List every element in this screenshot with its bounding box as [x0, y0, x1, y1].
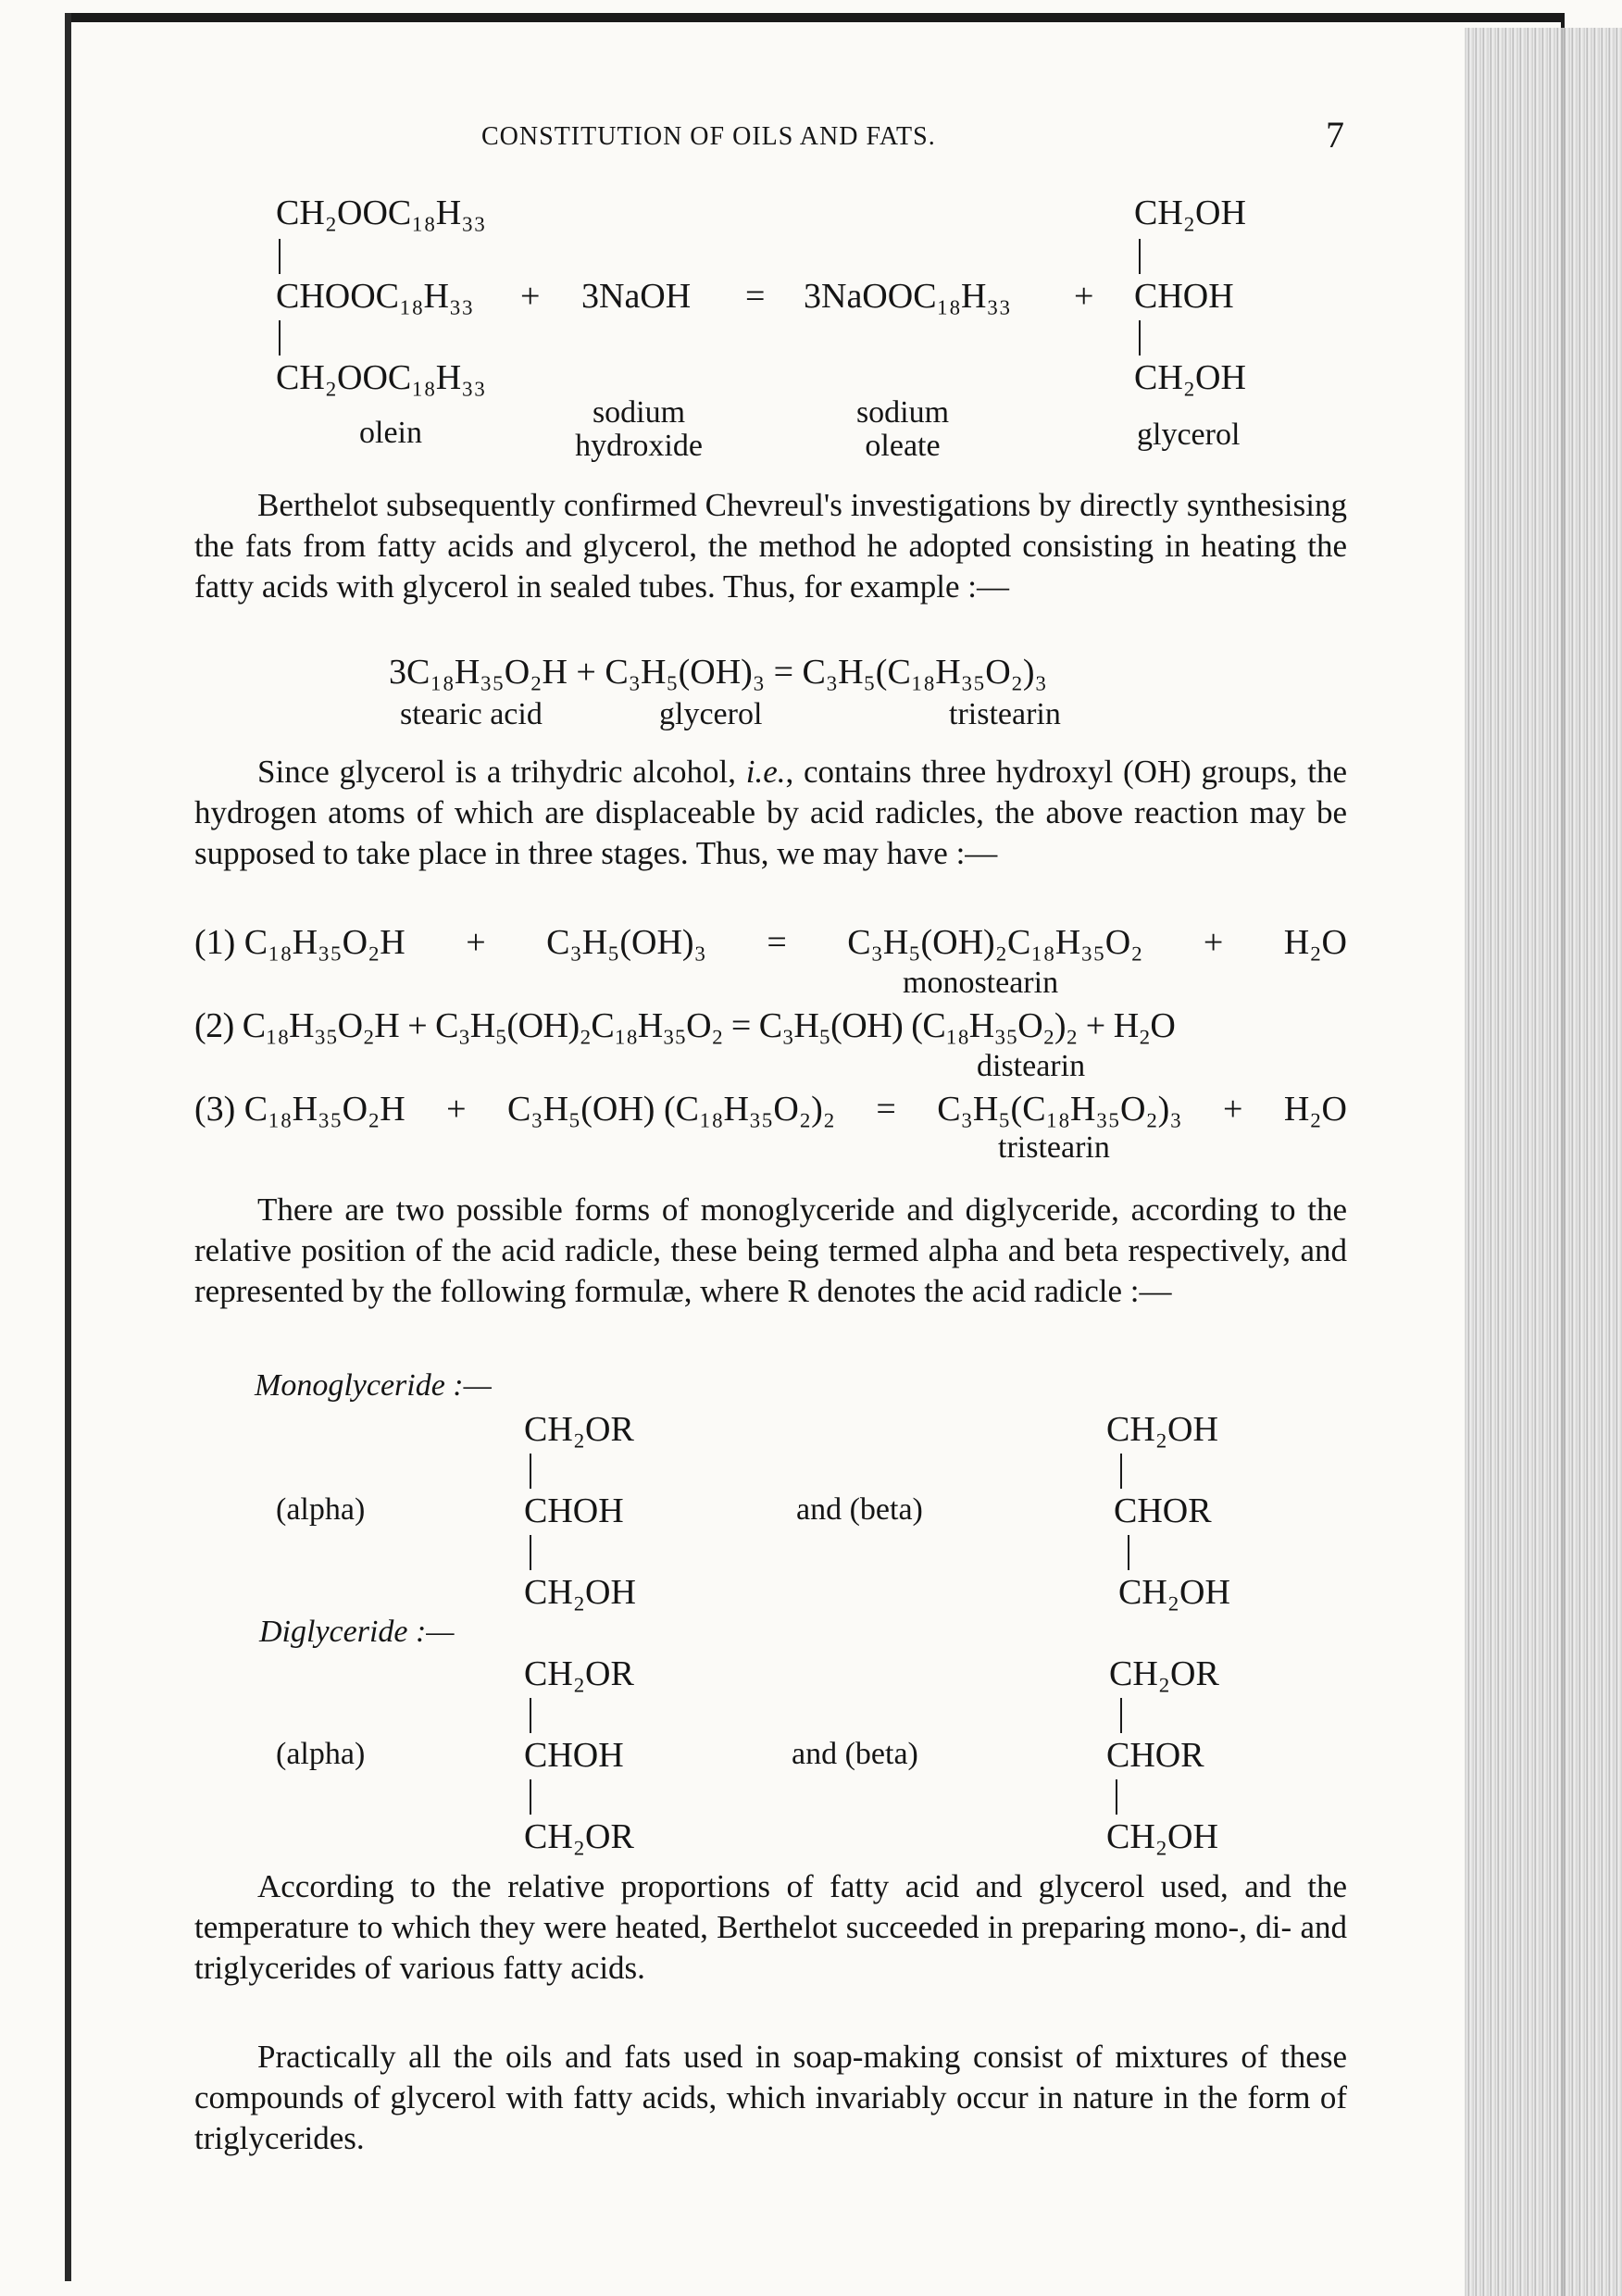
label-sodium-hydroxide: sodium hydroxide — [575, 395, 703, 463]
di-beta-line-2: CHOR — [1106, 1736, 1204, 1775]
stage-3-reaction: (3) C₁₈H₃₅O₂H + C₃H₅(OH) (C₁₈H₃₅O₂)₂ = C₃H₅(C₁₈H₃₅O₂)₃ + H₂O — [194, 1090, 1347, 1129]
bond-line — [530, 1535, 531, 1570]
tristearin-synthesis-equation: 3C₁₈H₃₅O₂H + C₃H₅(OH)₃ = C₃H₅(C₁₈H₃₅O₂)₃ — [389, 653, 1047, 692]
mono-beta-line-1: CH₂OH — [1106, 1410, 1218, 1449]
monoglyceride-heading: Monoglyceride :— — [255, 1368, 492, 1403]
sodium-oleate-formula: 3NaOOC₁₈H₃₃ — [804, 277, 1011, 316]
label-olein: olein — [359, 416, 422, 450]
glycerol-formula-line-3: CH₂OH — [1134, 358, 1246, 397]
bond-line — [1120, 1454, 1122, 1489]
stage-1-reaction: (1) C₁₈H₃₅O₂H + C₃H₅(OH)₃ = C₃H₅(OH)₂C₁₈H₃₅O₂ + H₂O — [194, 923, 1347, 962]
label-tristearin: tristearin — [949, 697, 1061, 731]
bond-line — [1128, 1535, 1129, 1570]
bond-line — [1139, 320, 1141, 356]
bond-line — [279, 320, 281, 356]
paragraph-forms: There are two possible forms of monoglyceride and diglyceride, according to the relative position of the acid radicle, these being termed alpha and beta respectively, and represented by the following formulæ, where R denotes the acid radicle :— — [194, 1192, 1347, 1309]
di-beta-line-3: CH₂OH — [1106, 1817, 1218, 1856]
glycerol-formula-line-1: CH₂OH — [1134, 193, 1246, 232]
label-distearin: distearin — [977, 1049, 1086, 1083]
mono-alpha-line-2: CHOH — [524, 1491, 624, 1530]
mono-beta-line-3: CH₂OH — [1118, 1573, 1230, 1612]
olein-formula-line-1: CH₂OOC₁₈H₃₃ — [276, 193, 486, 232]
mono-beta-line-2: CHOR — [1114, 1491, 1212, 1530]
label-stearic-acid: stearic acid — [400, 697, 543, 731]
label-glycerol: glycerol — [659, 697, 763, 731]
mono-and-beta-label: and (beta) — [796, 1492, 923, 1527]
label-sodium-oleate: sodium oleate — [855, 395, 950, 463]
bond-line — [530, 1454, 531, 1489]
book-page-edges — [1465, 28, 1622, 2296]
bond-line — [530, 1779, 531, 1815]
paragraph-practically: Practically all the oils and fats used in soap-making consist of mixtures of these compounds of glycerol with fatty acids, which invariably occur in nature in the form of triglycerides. — [194, 2039, 1347, 2156]
bond-line — [1139, 239, 1141, 274]
paragraph-berthelot: Berthelot subsequently confirmed Chevreul's investigations by directly synthesising the fats from fatty acids and glycerol, the method he adopted consisting in heating the fatty acids with glycerol in sealed tubes. Thus, for example :— — [194, 487, 1347, 605]
mono-alpha-line-3: CH₂OH — [524, 1573, 636, 1612]
glycerol-formula-line-2: CHOH — [1134, 277, 1234, 316]
page-number: 7 — [1326, 114, 1344, 156]
label-glycerol: glycerol — [1137, 418, 1241, 452]
page-top-border — [65, 13, 1565, 22]
olein-formula-line-2: CHOOC₁₈H₃₃ — [276, 277, 474, 316]
diglyceride-heading: Diglyceride :— — [259, 1615, 455, 1649]
plus-sign: + — [520, 277, 541, 316]
mono-alpha-label: (alpha) — [276, 1492, 366, 1527]
di-and-beta-label: and (beta) — [792, 1737, 918, 1771]
equals-sign: = — [745, 277, 766, 316]
paragraph-proportions: According to the relative proportions of fatty acid and glycerol used, and the temperature to which they were heated, Berthelot succeeded in preparing mono-, di- and triglycerides of various fatty acids. — [194, 1868, 1347, 1986]
di-alpha-label: (alpha) — [276, 1737, 366, 1771]
label-monostearin: monostearin — [903, 966, 1059, 1000]
mono-alpha-line-1: CH₂OR — [524, 1410, 634, 1449]
running-header: CONSTITUTION OF OILS AND FATS. — [481, 122, 936, 151]
di-alpha-line-1: CH₂OR — [524, 1654, 634, 1693]
di-alpha-line-2: CHOH — [524, 1736, 624, 1775]
sodium-hydroxide-formula: 3NaOH — [581, 277, 692, 316]
di-alpha-line-3: CH₂OR — [524, 1817, 634, 1856]
plus-sign: + — [1074, 277, 1094, 316]
olein-formula-line-3: CH₂OOC₁₈H₃₃ — [276, 358, 486, 397]
bond-line — [279, 239, 281, 274]
paragraph-trihydric: Since glycerol is a trihydric alcohol, i.e., contains three hydroxyl (OH) groups, the hydrogen atoms of which are displaceable by acid radicles, the above reaction may be supposed to take place in three stages. Thus, we may have :— — [194, 754, 1347, 871]
bond-line — [1116, 1779, 1117, 1815]
bond-line — [530, 1698, 531, 1733]
stage-2-reaction: (2) C₁₈H₃₅O₂H + C₃H₅(OH)₂C₁₈H₃₅O₂ = C₃H₅(OH) (C₁₈H₃₅O₂)₂ + H₂O — [194, 1006, 1176, 1045]
di-beta-line-1: CH₂OR — [1109, 1654, 1219, 1693]
bond-line — [1120, 1698, 1122, 1733]
label-tristearin: tristearin — [998, 1130, 1110, 1165]
page-left-border — [65, 13, 71, 2281]
